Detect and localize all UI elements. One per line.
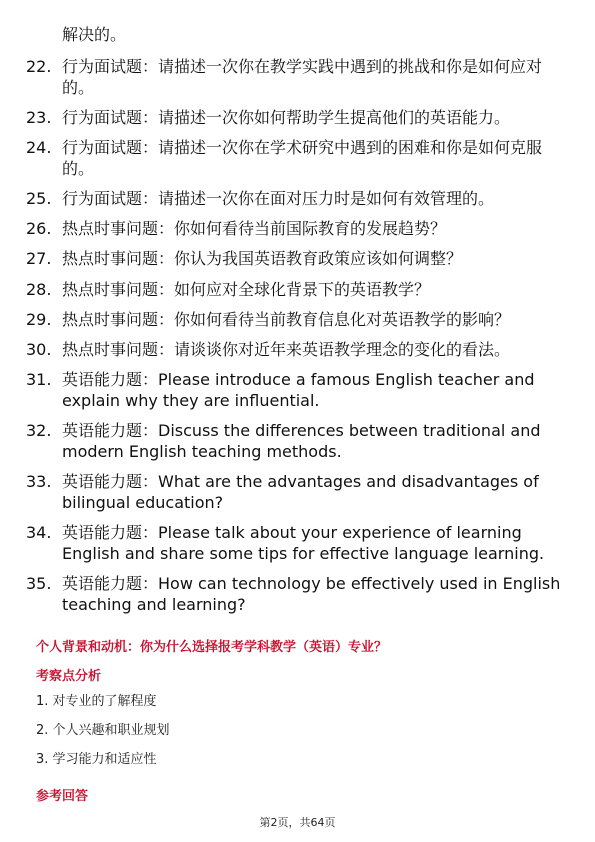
question-text: 热点时事问题：如何应对全球化背景下的英语教学？ xyxy=(62,279,431,299)
question-number: 23. xyxy=(26,108,52,128)
question-text: 行为面试题：请描述一次你在教学实践中遇到的挑战和你是如何应对的。 xyxy=(62,57,543,97)
question-item xyxy=(26,218,566,239)
analysis-point: 1. 对专业的了解程度 xyxy=(36,694,157,709)
question-text: 英语能力题：Discuss the differences between traditional and modern English teaching methods. xyxy=(62,420,541,461)
question-number: 33. xyxy=(26,472,52,492)
question-text: 英语能力题：Please talk about your experience of learning English and share some tips for effective language learning. xyxy=(62,523,545,564)
question-item xyxy=(26,56,566,98)
question-number: 26. xyxy=(26,219,52,239)
question-text: 行为面试题：请描述一次你如何帮助学生提高他们的英语能力。 xyxy=(62,108,511,128)
question-text: 热点时事问题：你如何看待当前教育信息化对英语教学的影响？ xyxy=(62,309,511,329)
question-number: 25. xyxy=(26,189,52,209)
question-number: 24. xyxy=(26,138,52,158)
question-number: 35. xyxy=(26,574,52,594)
question-number: 27. xyxy=(26,249,52,269)
question-number: 32. xyxy=(26,420,52,440)
question-item xyxy=(26,339,566,360)
question-item xyxy=(26,309,566,330)
question-number: 22. xyxy=(26,57,52,76)
analysis-point-list xyxy=(36,693,170,780)
question-number: 28. xyxy=(26,279,52,299)
continuation-text: 解决的。 xyxy=(62,25,127,44)
question-number: 29. xyxy=(26,309,52,329)
question-list xyxy=(26,56,566,624)
question-item xyxy=(26,573,566,615)
answer-heading: 参考回答 xyxy=(36,789,89,804)
question-item xyxy=(26,248,566,269)
page-footer: 第2页，共64页 xyxy=(259,816,336,829)
question-number: 30. xyxy=(26,339,52,359)
question-item xyxy=(26,188,566,209)
question-item xyxy=(26,107,566,128)
question-text: 英语能力题：How can technology be effectively used in English teaching and learning? xyxy=(62,574,561,615)
question-item xyxy=(26,471,566,513)
question-item xyxy=(26,522,566,564)
analysis-point: 3. 学习能力和适应性 xyxy=(36,752,157,767)
question-text: 行为面试题：请描述一次你在学术研究中遇到的困难和你是如何克服的。 xyxy=(62,138,543,179)
question-number: 31. xyxy=(26,369,52,389)
question-item xyxy=(26,279,566,300)
question-text: 热点时事问题：你认为我国英语教育政策应该如何调整？ xyxy=(62,249,463,269)
question-text: 行为面试题：请描述一次你在面对压力时是如何有效管理的。 xyxy=(62,189,495,209)
question-text: 热点时事问题：请谈谈你对近年来英语教学理念的变化的看法。 xyxy=(62,339,511,359)
question-text: 热点时事问题：你如何看待当前国际教育的发展趋势？ xyxy=(62,219,447,239)
question-text: 英语能力题：Please introduce a famous English teacher and explain why they are influential. xyxy=(62,369,535,410)
question-item xyxy=(26,137,566,179)
question-text: 英语能力题：What are the advantages and disadvantages of bilingual education? xyxy=(62,472,539,513)
analysis-heading: 考察点分析 xyxy=(36,669,102,684)
question-number: 34. xyxy=(26,523,52,543)
analysis-point: 2. 个人兴趣和职业规划 xyxy=(36,723,170,738)
question-item xyxy=(26,420,566,462)
section-heading: 个人背景和动机：你为什么选择报考学科教学（英语）专业？ xyxy=(36,640,388,655)
question-item xyxy=(26,369,566,411)
